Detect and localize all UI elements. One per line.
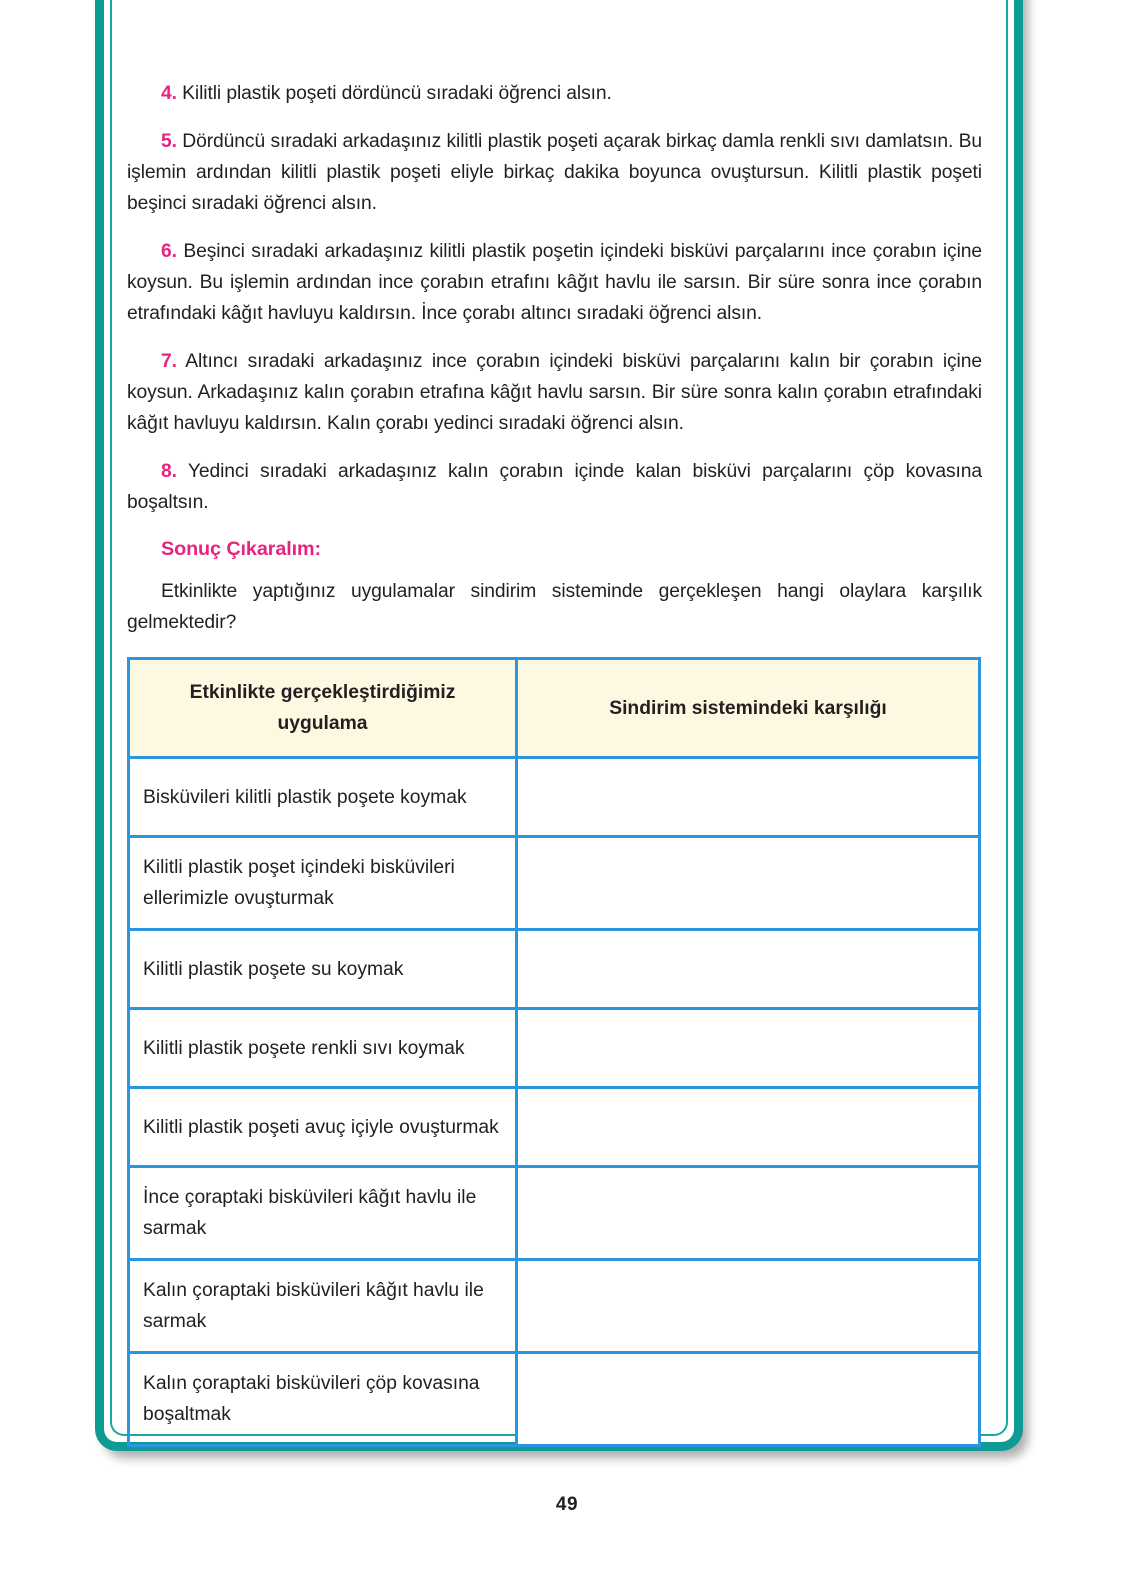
conclusion-question: Etkinlikte yaptığınız uygulamalar sindirim sisteminde gerçekleşen hangi olaylara karşılık gelmektedir? [127,581,982,633]
step-number: 8. [161,461,177,482]
cell-answer-blank[interactable] [517,758,980,837]
cell-answer-blank[interactable] [517,1353,980,1446]
activity-step-6 [127,236,982,329]
cell-application: Kalın çoraptaki bisküvileri çöp kovasına boşaltmak [129,1353,517,1446]
table-row [129,1260,980,1353]
table-header-application: Etkinlikte gerçekleştirdiğimiz uygulama [129,659,517,758]
cell-application: Bisküvileri kilitli plastik poşete koymak [129,758,517,837]
cell-answer-blank[interactable] [517,1260,980,1353]
cell-application: Kilitli plastik poşete su koymak [129,930,517,1009]
step-text: Altıncı sıradaki arkadaşınız ince çorabın içindeki bisküvi parçalarını kalın bir çorabın içine koysun. Arkadaşınız kalın çorabın etrafına kâğıt havlu sarsın. Bir süre sonra kalın çorabın etrafındaki kâğıt havluyu kaldırsın. Kalın çorabı yedinci sıradaki öğrenci alsın. [127,351,982,434]
step-number: 5. [161,131,177,152]
table-row [129,930,980,1009]
cell-application: Kilitli plastik poşete renkli sıvı koymak [129,1009,517,1088]
cell-application: İnce çoraptaki bisküvileri kâğıt havlu ile sarmak [129,1167,517,1260]
activity-step-4 [127,78,982,109]
page-content [127,78,982,1447]
cell-application: Kilitli plastik poşet içindeki bisküvileri ellerimizle ovuşturmak [129,837,517,930]
table-header-correspondence: Sindirim sistemindeki karşılığı [517,659,980,758]
conclusion-heading: Sonuç Çıkaralım: [161,538,321,560]
page-number: 49 [555,1494,579,1515]
worksheet-table [127,657,981,1447]
cell-application: Kilitli plastik poşeti avuç içiyle ovuşturmak [129,1088,517,1167]
activity-step-8 [127,456,982,518]
table-row [129,837,980,930]
table-row [129,1088,980,1167]
activity-step-5 [127,126,982,219]
activity-step-7 [127,346,982,439]
step-number: 7. [161,351,177,372]
step-number: 6. [161,241,177,262]
cell-answer-blank[interactable] [517,1009,980,1088]
step-text: Kilitli plastik poşeti dördüncü sıradaki öğrenci alsın. [182,83,612,104]
step-text: Yedinci sıradaki arkadaşınız kalın çorabın içinde kalan bisküvi parçalarını çöp kovasına boşaltsın. [127,461,982,513]
table-header-row [129,659,980,758]
table-row [129,1167,980,1260]
cell-answer-blank[interactable] [517,837,980,930]
step-text: Dördüncü sıradaki arkadaşınız kilitli plastik poşeti açarak birkaç damla renkli sıvı damlatsın. Bu işlemin ardından kilitli plastik poşeti eliyle birkaç dakika boyunca ovuştursun. Kilitli plastik poşeti beşinci sıradaki öğrenci alsın. [127,131,982,214]
step-number: 4. [161,83,177,104]
table-row [129,1009,980,1088]
cell-answer-blank[interactable] [517,1167,980,1260]
cell-application: Kalın çoraptaki bisküvileri kâğıt havlu ile sarmak [129,1260,517,1353]
cell-answer-blank[interactable] [517,930,980,1009]
table-row [129,758,980,837]
step-text: Beşinci sıradaki arkadaşınız kilitli plastik poşetin içindeki bisküvi parçalarını ince çorabın içine koysun. Bu işlemin ardından ince çorabın etrafını kâğıt havlu ile sarsın. Bir süre sonra ince çorabın etrafındaki kâğıt havluyu kaldırsın. İnce çorabı altıncı sıradaki öğrenci alsın. [127,241,982,324]
table-row [129,1353,980,1446]
cell-answer-blank[interactable] [517,1088,980,1167]
